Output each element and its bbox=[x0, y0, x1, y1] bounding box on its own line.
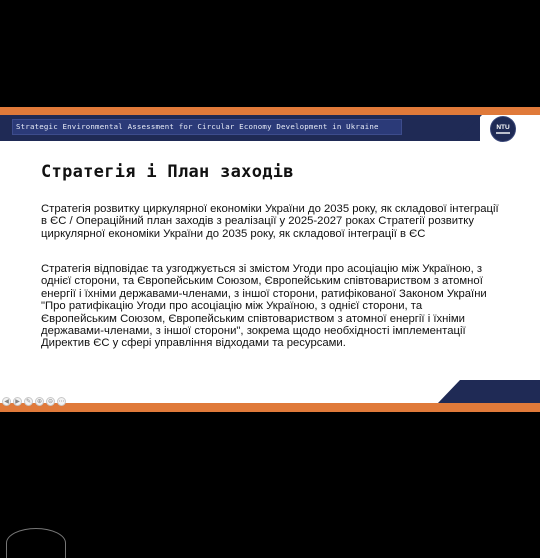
corner-decoration bbox=[6, 528, 66, 558]
header-wedge bbox=[456, 115, 482, 141]
zoom-in-icon[interactable]: ⊕ bbox=[36, 398, 43, 405]
slide-title: Стратегія і План заходів bbox=[41, 162, 294, 182]
paragraph-strategy-description: Стратегія відповідає та узгоджується зі змістом Угоди про асоціацію між Україною, з однієї сторони, та Європейським Союзом, Європейським співтовариством з атомної енергії і їхніми державами-членами, з іншої сторони, ратифікованої Законом України "Про ратифікацію Угоди про асоціацію між Україною, з однієї сторони, та Європейським Союзом, Європейським співтовариством з атомної енергії і їхніми державами-членами, з іншої сторони", зокрема щодо необхідності імплементації Директив ЄС у сфері управління відходами та ресурсами. bbox=[41, 263, 487, 350]
logo-underline bbox=[496, 132, 510, 134]
footer-wedge bbox=[438, 380, 540, 403]
pen-icon[interactable]: ✎ bbox=[25, 398, 32, 405]
zoom-out-icon[interactable]: ⊖ bbox=[47, 398, 54, 405]
ntu-logo-icon bbox=[490, 116, 516, 142]
more-options-icon[interactable]: ⋯ bbox=[58, 398, 65, 405]
presentation-slide bbox=[0, 107, 540, 412]
previous-slide-icon[interactable]: ◀ bbox=[2, 397, 11, 406]
next-slide-icon[interactable]: ▶ bbox=[13, 397, 22, 406]
slideshow-controls bbox=[2, 397, 66, 406]
bottom-accent-bar bbox=[0, 403, 540, 412]
top-accent-bar bbox=[0, 107, 540, 115]
header-title: Strategic Environmental Assessment for Circular Economy Development in Ukraine bbox=[16, 122, 379, 131]
logo-text: NTU bbox=[496, 124, 510, 132]
paragraph-strategy-title: Стратегія розвитку циркулярної економіки України до 2035 року, як складової інтеграції в ЄС / Операційний план заходів з реалізації у 2025-2027 роках Стратегії розвитку циркулярної економіки України до 2035 року, як складової інтеграції в ЄС bbox=[41, 203, 499, 240]
